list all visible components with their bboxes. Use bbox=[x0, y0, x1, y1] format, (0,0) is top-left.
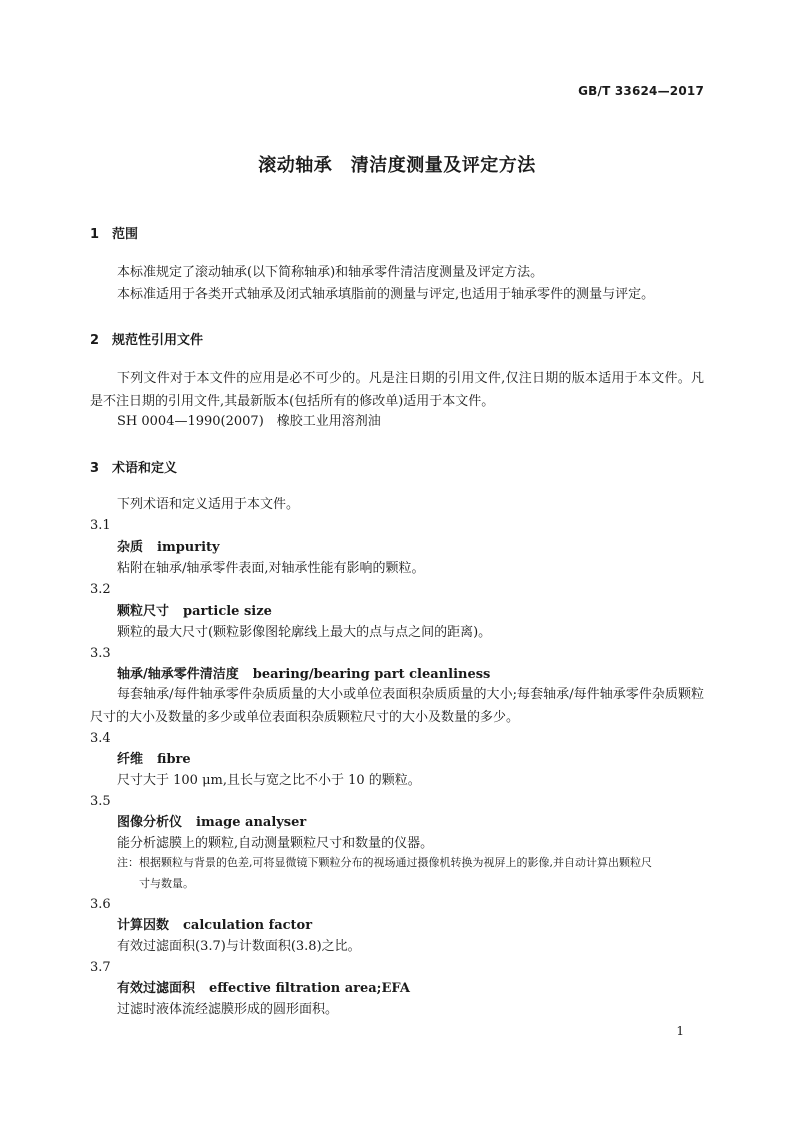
section-2-title: 规范性引用文件 bbox=[112, 333, 204, 348]
term-number: 3.3 bbox=[90, 646, 111, 661]
section-2-number: 2 bbox=[90, 333, 100, 348]
normative-references-paragraph: 下列文件对于本文件的应用是必不可少的。凡是注日期的引用文件,仅注日期的版本适用于本文件。凡是不注日期的引用文件,其最新版本(包括所有的修改单)适用于本文件。 bbox=[90, 371, 704, 409]
terms-intro: 下列术语和定义适用于本文件。 bbox=[117, 497, 300, 512]
term-heading bbox=[117, 918, 312, 934]
term-english: particle size bbox=[183, 604, 272, 619]
section-2-heading bbox=[90, 329, 203, 348]
note-line: 注：根据颗粒与背景的色差,可将显微镜下颗粒分布的视场通过摄像机转换为视屏上的影像,并自动计算出颗粒尺 bbox=[117, 856, 652, 869]
term-chinese: 杂质 bbox=[117, 540, 144, 555]
term-definition: 尺寸大于 100 μm,且长与宽之比不小于 10 的颗粒。 bbox=[117, 773, 421, 788]
note-line: 寸与数量。 bbox=[139, 877, 194, 890]
normative-reference-item: SH 0004—1990(2007) 橡胶工业用溶剂油 bbox=[117, 414, 381, 429]
term-chinese: 计算因数 bbox=[117, 918, 170, 933]
term-heading bbox=[117, 667, 490, 683]
document-code: GB/T 33624—2017 bbox=[578, 84, 704, 98]
section-1-number: 1 bbox=[90, 227, 100, 242]
term-definition: 每套轴承/每件轴承零件杂质质量的大小或单位表面积杂质质量的大小;每套轴承/每件轴承零件杂质颗粒尺寸的大小及数量的多少或单位表面积杂质颗粒尺寸的大小及数量的多少。 bbox=[90, 687, 704, 725]
term-heading bbox=[117, 604, 272, 620]
term-number: 3.5 bbox=[90, 794, 111, 809]
term-heading bbox=[117, 752, 191, 768]
term-chinese: 纤维 bbox=[117, 752, 144, 767]
term-heading bbox=[117, 540, 220, 556]
term-definition: 粘附在轴承/轴承零件表面,对轴承性能有影响的颗粒。 bbox=[117, 561, 425, 576]
section-1-heading bbox=[90, 223, 138, 242]
page-number: 1 bbox=[676, 1024, 684, 1038]
term-chinese: 轴承/轴承零件清洁度 bbox=[117, 667, 239, 682]
section-3-title: 术语和定义 bbox=[112, 461, 178, 476]
term-english: bearing/bearing part cleanliness bbox=[252, 667, 491, 682]
term-definition: 过滤时液体流经滤膜形成的圆形面积。 bbox=[117, 1002, 339, 1017]
section-3-heading bbox=[90, 457, 177, 476]
term-number: 3.6 bbox=[90, 897, 111, 912]
scope-line-2: 本标准适用于各类开式轴承及闭式轴承填脂前的测量与评定,也适用于轴承零件的测量与评定。 bbox=[117, 287, 655, 302]
term-number: 3.4 bbox=[90, 731, 111, 746]
scope-line-1: 本标准规定了滚动轴承(以下简称轴承)和轴承零件清洁度测量及评定方法。 bbox=[117, 265, 544, 280]
term-definition: 有效过滤面积(3.7)与计数面积(3.8)之比。 bbox=[117, 939, 361, 954]
term-number: 3.1 bbox=[90, 518, 111, 533]
term-english: image analyser bbox=[196, 815, 307, 830]
document-title: 滚动轴承 清洁度测量及评定方法 bbox=[258, 155, 536, 176]
term-definition: 能分析滤膜上的颗粒,自动测量颗粒尺寸和数量的仪器。 bbox=[117, 836, 434, 851]
term-chinese: 有效过滤面积 bbox=[117, 981, 196, 996]
term-note bbox=[117, 852, 705, 894]
term-english: impurity bbox=[157, 540, 220, 555]
section-1-title: 范围 bbox=[112, 227, 139, 242]
term-heading bbox=[117, 815, 306, 831]
term-number: 3.2 bbox=[90, 582, 111, 597]
term-english: effective filtration area;EFA bbox=[209, 981, 410, 996]
term-english: fibre bbox=[157, 752, 191, 767]
term-definition: 颗粒的最大尺寸(颗粒影像图轮廓线上最大的点与点之间的距离)。 bbox=[117, 625, 492, 640]
term-english: calculation factor bbox=[183, 918, 313, 933]
term-chinese: 图像分析仪 bbox=[117, 815, 183, 830]
term-number: 3.7 bbox=[90, 960, 111, 975]
section-3-number: 3 bbox=[90, 461, 100, 476]
term-heading bbox=[117, 981, 410, 997]
term-chinese: 颗粒尺寸 bbox=[117, 604, 170, 619]
